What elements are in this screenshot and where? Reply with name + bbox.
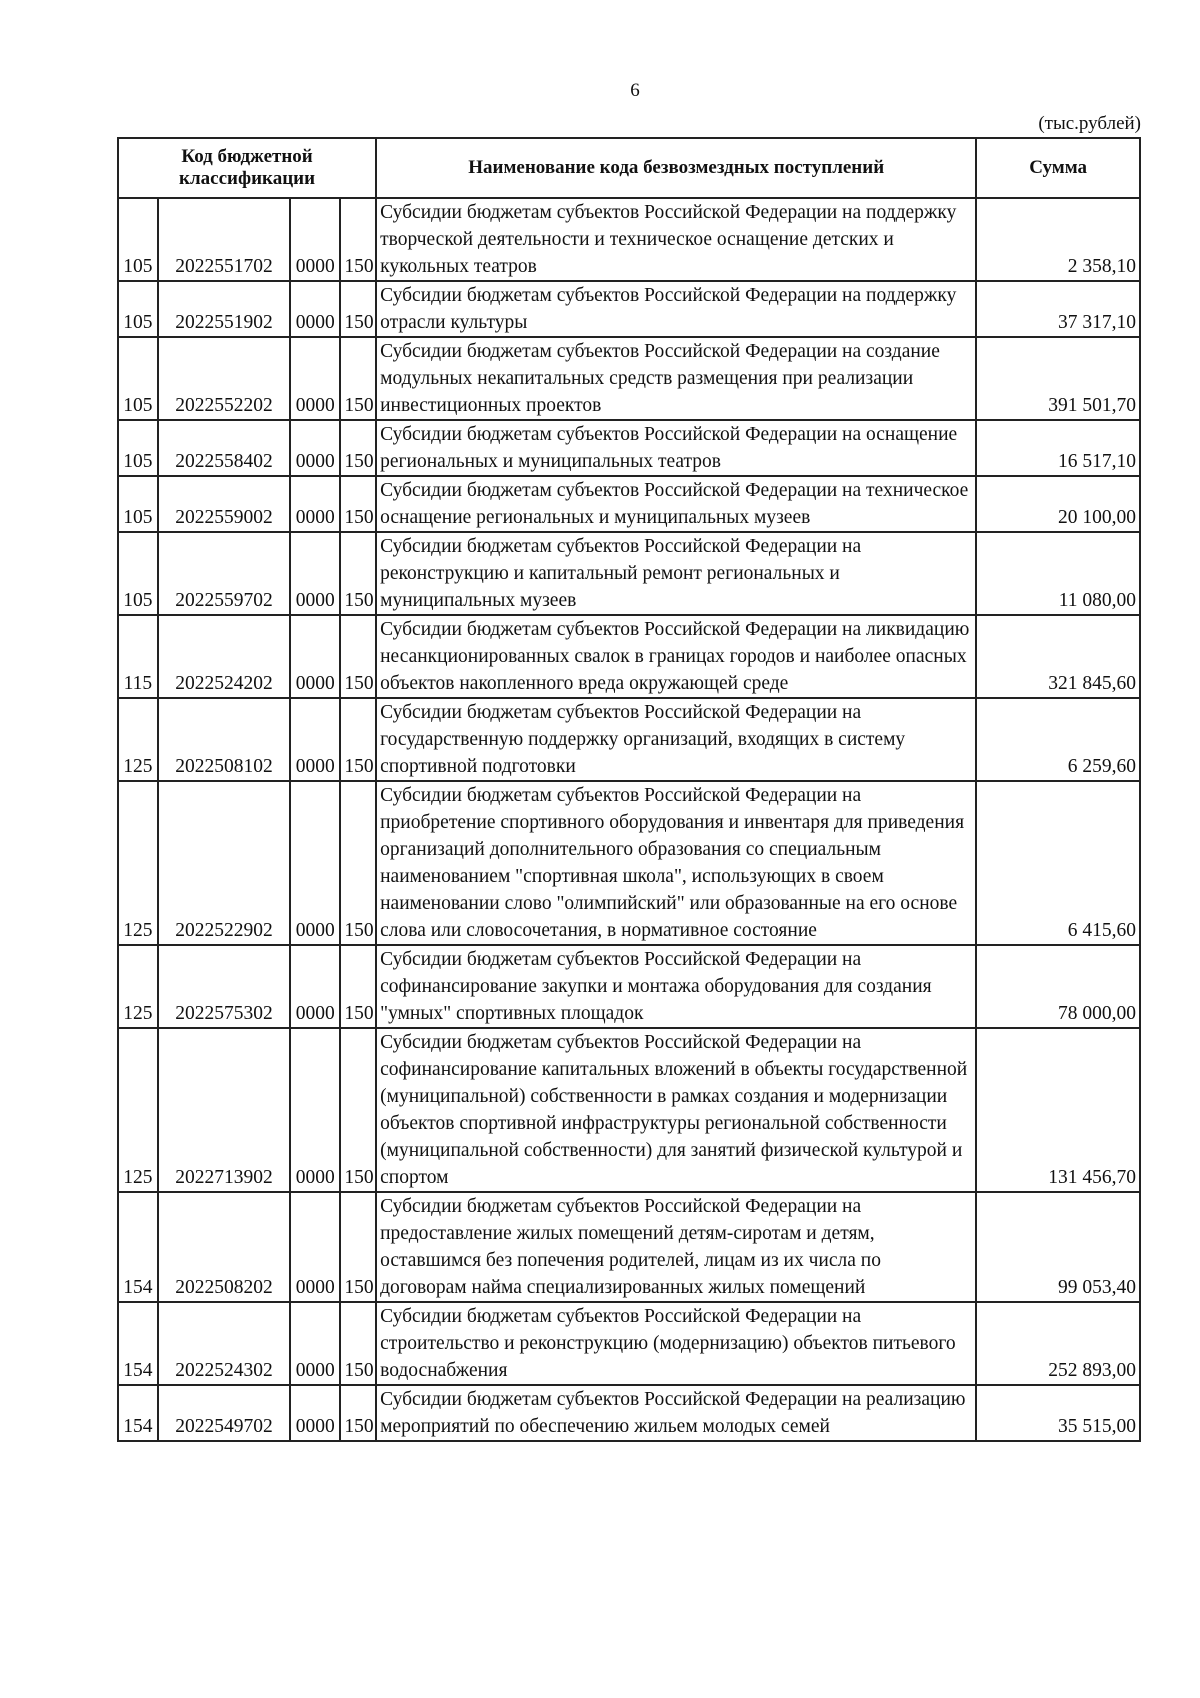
admin-code-cell: 105 [118, 532, 158, 615]
table-row [118, 781, 1140, 945]
amount-cell: 35 515,00 [976, 1385, 1140, 1441]
table-row [118, 1192, 1140, 1302]
budget-code-cell: 2022559702 [158, 532, 290, 615]
table-row [118, 337, 1140, 420]
admin-code-cell: 105 [118, 420, 158, 476]
budget-code-cell: 2022551702 [158, 198, 290, 281]
subcode-cell: 0000 [290, 337, 340, 420]
header-name: Наименование кода безвозмездных поступлений [376, 138, 976, 198]
amount-cell: 391 501,70 [976, 337, 1140, 420]
budget-code-cell: 2022559002 [158, 476, 290, 532]
header-code: Код бюджетной классификации [118, 138, 376, 198]
amount-cell: 99 053,40 [976, 1192, 1140, 1302]
budget-code-cell: 2022508102 [158, 698, 290, 781]
revenue-name-cell: Субсидии бюджетам субъектов Российской Федерации на поддержку отрасли культуры [376, 281, 976, 337]
admin-code-cell: 125 [118, 945, 158, 1028]
table-row [118, 945, 1140, 1028]
kind-code-cell: 150 [340, 1302, 376, 1385]
kind-code-cell: 150 [340, 532, 376, 615]
revenue-name-cell: Субсидии бюджетам субъектов Российской Федерации на ликвидацию несанкционированных свалок в границах городов и наиболее опасных объектов накопленного вреда окружающей среде [376, 615, 976, 698]
table-row [118, 281, 1140, 337]
budget-code-cell: 2022508202 [158, 1192, 290, 1302]
budget-code-cell: 2022524202 [158, 615, 290, 698]
kind-code-cell: 150 [340, 781, 376, 945]
amount-cell: 2 358,10 [976, 198, 1140, 281]
budget-code-cell: 2022522902 [158, 781, 290, 945]
table-header-row [118, 138, 1140, 198]
budget-code-cell: 2022551902 [158, 281, 290, 337]
subcode-cell: 0000 [290, 1385, 340, 1441]
budget-code-cell: 2022713902 [158, 1028, 290, 1192]
amount-cell: 252 893,00 [976, 1302, 1140, 1385]
table-body [118, 198, 1140, 1441]
admin-code-cell: 105 [118, 198, 158, 281]
kind-code-cell: 150 [340, 337, 376, 420]
subcode-cell: 0000 [290, 1302, 340, 1385]
subcode-cell: 0000 [290, 1028, 340, 1192]
revenue-name-cell: Субсидии бюджетам субъектов Российской Федерации на создание модульных некапитальных средств размещения при реализации инвестиционных проектов [376, 337, 976, 420]
budget-code-cell: 2022552202 [158, 337, 290, 420]
kind-code-cell: 150 [340, 1385, 376, 1441]
kind-code-cell: 150 [340, 945, 376, 1028]
kind-code-cell: 150 [340, 615, 376, 698]
subcode-cell: 0000 [290, 198, 340, 281]
admin-code-cell: 105 [118, 281, 158, 337]
revenue-name-cell: Субсидии бюджетам субъектов Российской Федерации на софинансирование капитальных вложений в объекты государственной (муниципальной) собственности в рамках создания и модернизации объектов спортивной инфраструктуры региональной собственности (муниципальной собственности) для занятий физической культурой и спортом [376, 1028, 976, 1192]
admin-code-cell: 125 [118, 781, 158, 945]
table-row [118, 1302, 1140, 1385]
budget-code-cell: 2022575302 [158, 945, 290, 1028]
admin-code-cell: 154 [118, 1302, 158, 1385]
table-row [118, 1385, 1140, 1441]
subcode-cell: 0000 [290, 532, 340, 615]
header-sum: Сумма [976, 138, 1140, 198]
admin-code-cell: 105 [118, 337, 158, 420]
subcode-cell: 0000 [290, 1192, 340, 1302]
revenue-name-cell: Субсидии бюджетам субъектов Российской Федерации на техническое оснащение региональных и муниципальных музеев [376, 476, 976, 532]
kind-code-cell: 150 [340, 1028, 376, 1192]
table-row [118, 420, 1140, 476]
table-row [118, 198, 1140, 281]
amount-cell: 6 415,60 [976, 781, 1140, 945]
revenue-name-cell: Субсидии бюджетам субъектов Российской Федерации на приобретение спортивного оборудования и инвентаря для приведения организаций дополнительного образования со специальным наименованием "спортивная школа", использующих в своем наименовании слово "олимпийский" или образованные на его основе слова или словосочетания, в нормативное состояние [376, 781, 976, 945]
table-row [118, 476, 1140, 532]
subcode-cell: 0000 [290, 476, 340, 532]
page-number: 6 [630, 80, 640, 101]
admin-code-cell: 115 [118, 615, 158, 698]
kind-code-cell: 150 [340, 1192, 376, 1302]
admin-code-cell: 105 [118, 476, 158, 532]
subcode-cell: 0000 [290, 698, 340, 781]
admin-code-cell: 154 [118, 1385, 158, 1441]
table-row [118, 698, 1140, 781]
amount-cell: 11 080,00 [976, 532, 1140, 615]
revenue-name-cell: Субсидии бюджетам субъектов Российской Федерации на государственную поддержку организаций, входящих в систему спортивной подготовки [376, 698, 976, 781]
admin-code-cell: 125 [118, 698, 158, 781]
kind-code-cell: 150 [340, 420, 376, 476]
budget-code-cell: 2022558402 [158, 420, 290, 476]
budget-code-cell: 2022549702 [158, 1385, 290, 1441]
subcode-cell: 0000 [290, 420, 340, 476]
budget-table [117, 137, 1141, 1442]
kind-code-cell: 150 [340, 281, 376, 337]
amount-cell: 6 259,60 [976, 698, 1140, 781]
budget-code-cell: 2022524302 [158, 1302, 290, 1385]
kind-code-cell: 150 [340, 198, 376, 281]
units-label: (тыс.рублей) [1038, 113, 1141, 134]
revenue-name-cell: Субсидии бюджетам субъектов Российской Федерации на поддержку творческой деятельности и техническое оснащение детских и кукольных театров [376, 198, 976, 281]
kind-code-cell: 150 [340, 698, 376, 781]
table-row [118, 1028, 1140, 1192]
table-row [118, 615, 1140, 698]
amount-cell: 16 517,10 [976, 420, 1140, 476]
subcode-cell: 0000 [290, 945, 340, 1028]
revenue-name-cell: Субсидии бюджетам субъектов Российской Федерации на строительство и реконструкцию (модернизацию) объектов питьевого водоснабжения [376, 1302, 976, 1385]
subcode-cell: 0000 [290, 781, 340, 945]
revenue-name-cell: Субсидии бюджетам субъектов Российской Федерации на реализацию мероприятий по обеспечению жильем молодых семей [376, 1385, 976, 1441]
admin-code-cell: 154 [118, 1192, 158, 1302]
kind-code-cell: 150 [340, 476, 376, 532]
amount-cell: 20 100,00 [976, 476, 1140, 532]
amount-cell: 37 317,10 [976, 281, 1140, 337]
revenue-name-cell: Субсидии бюджетам субъектов Российской Федерации на реконструкцию и капитальный ремонт региональных и муниципальных музеев [376, 532, 976, 615]
table-row [118, 532, 1140, 615]
amount-cell: 131 456,70 [976, 1028, 1140, 1192]
amount-cell: 321 845,60 [976, 615, 1140, 698]
admin-code-cell: 125 [118, 1028, 158, 1192]
revenue-name-cell: Субсидии бюджетам субъектов Российской Федерации на софинансирование закупки и монтажа оборудования для создания "умных" спортивных площадок [376, 945, 976, 1028]
revenue-name-cell: Субсидии бюджетам субъектов Российской Федерации на предоставление жилых помещений детям-сиротам и детям, оставшимся без попечения родителей, лицам из их числа по договорам найма специализированных жилых помещений [376, 1192, 976, 1302]
subcode-cell: 0000 [290, 281, 340, 337]
amount-cell: 78 000,00 [976, 945, 1140, 1028]
revenue-name-cell: Субсидии бюджетам субъектов Российской Федерации на оснащение региональных и муниципальных театров [376, 420, 976, 476]
subcode-cell: 0000 [290, 615, 340, 698]
